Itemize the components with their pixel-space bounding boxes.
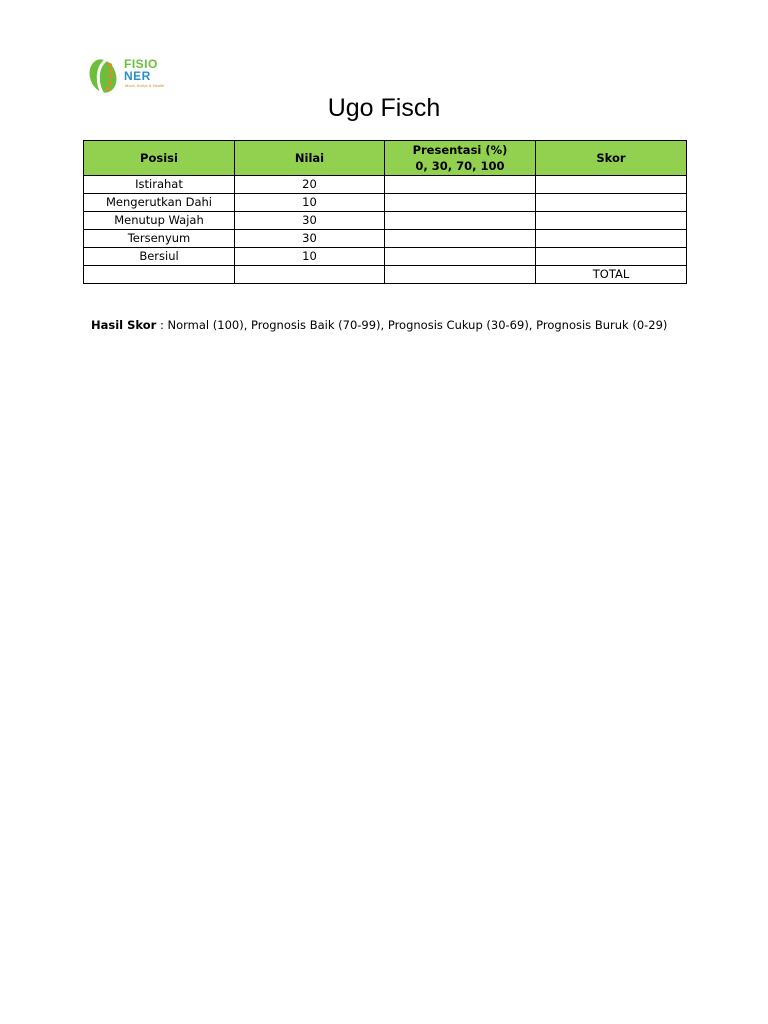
legend-label: Hasil Skor <box>91 318 157 332</box>
logo-wordmark <box>124 58 158 82</box>
cell-nilai: 10 <box>235 194 385 212</box>
cell-posisi: Menutup Wajah <box>84 212 235 230</box>
legend-text: Normal (100), Prognosis Baik (70-99), Prognosis Cukup (30-69), Prognosis Buruk (0-29) <box>167 318 668 332</box>
table-header-row <box>84 141 687 176</box>
cell-posisi: Bersiul <box>84 248 235 266</box>
table-row <box>84 212 687 230</box>
logo-line2: NER <box>124 69 151 83</box>
ugo-fisch-score-table <box>83 140 687 284</box>
header-presentasi-line1: Presentasi (%) <box>412 143 508 157</box>
table-row <box>84 194 687 212</box>
cell-empty <box>385 266 536 284</box>
cell-skor[interactable] <box>536 194 687 212</box>
cell-posisi: Mengerutkan Dahi <box>84 194 235 212</box>
cell-skor[interactable] <box>536 212 687 230</box>
cell-presentasi[interactable] <box>385 176 536 194</box>
table-row <box>84 230 687 248</box>
header-presentasi-line2: 0, 30, 70, 100 <box>415 159 505 173</box>
legend-separator: : <box>156 318 168 332</box>
header-presentasi <box>385 141 536 176</box>
table-row <box>84 248 687 266</box>
cell-skor[interactable] <box>536 176 687 194</box>
cell-empty <box>235 266 385 284</box>
cell-presentasi[interactable] <box>385 230 536 248</box>
table-total-row <box>84 266 687 284</box>
cell-nilai: 10 <box>235 248 385 266</box>
cell-empty <box>84 266 235 284</box>
cell-posisi: Tersenyum <box>84 230 235 248</box>
document-title: Ugo Fisch <box>327 94 441 122</box>
score-legend <box>91 316 667 334</box>
header-posisi: Posisi <box>84 141 235 176</box>
logo-line1: FISIO <box>124 57 158 71</box>
cell-skor[interactable] <box>536 230 687 248</box>
cell-nilai: 20 <box>235 176 385 194</box>
cell-nilai: 30 <box>235 212 385 230</box>
cell-skor[interactable] <box>536 248 687 266</box>
cell-presentasi[interactable] <box>385 194 536 212</box>
total-label: TOTAL <box>536 266 687 284</box>
header-nilai: Nilai <box>235 141 385 176</box>
cell-nilai: 30 <box>235 230 385 248</box>
cell-presentasi[interactable] <box>385 212 536 230</box>
cell-presentasi[interactable] <box>385 248 536 266</box>
cell-posisi: Istirahat <box>84 176 235 194</box>
logo-tagline: Move, Active & Health <box>125 83 165 88</box>
table-row <box>84 176 687 194</box>
header-skor: Skor <box>536 141 687 176</box>
